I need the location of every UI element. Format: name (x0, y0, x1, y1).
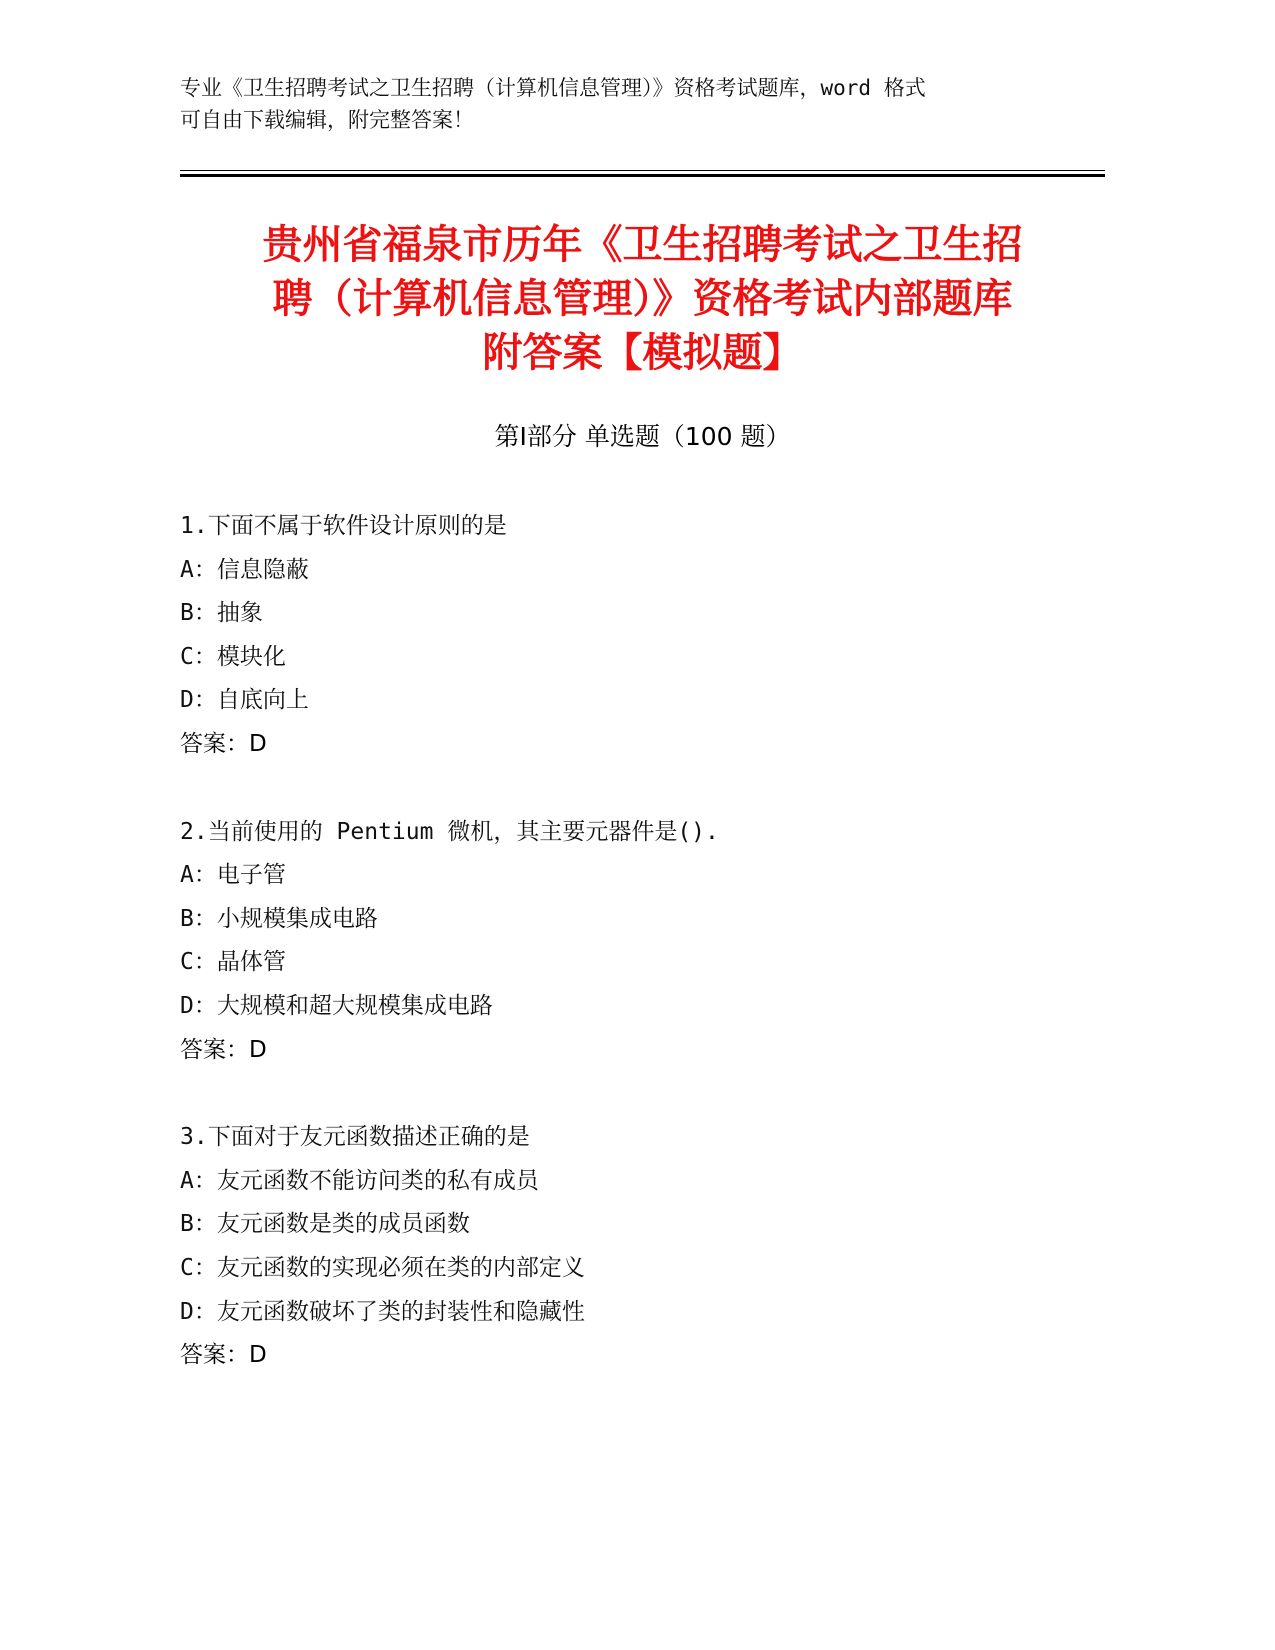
question-3 (180, 1116, 1105, 1378)
question-stem: 1.下面不属于软件设计原则的是 (180, 513, 507, 539)
option-d: D：大规模和超大规模集成电路 (180, 992, 493, 1019)
answer: 答案：D (180, 1036, 267, 1063)
question-2 (180, 811, 1105, 1073)
option-b: B：小规模集成电路 (180, 905, 378, 932)
question-1 (180, 505, 1105, 767)
document-title-line-2: 聘（计算机信息管理）》资格考试内部题库 (272, 276, 1013, 322)
question-stem: 3.下面对于友元函数描述正确的是 (180, 1124, 530, 1151)
question-list (180, 505, 1105, 1422)
header-divider-thick (180, 174, 1105, 177)
header-note-line-1: 专业《卫生招聘考试之卫生招聘（计算机信息管理）》资格考试题库，word 格式 (180, 76, 926, 100)
header-divider-thin (180, 170, 1105, 171)
option-b: B：抽象 (180, 600, 263, 627)
document-title (180, 218, 1105, 380)
option-d: D：自底向上 (180, 687, 309, 714)
option-a: A：信息隐蔽 (180, 556, 309, 583)
option-a: A：电子管 (180, 862, 286, 889)
option-d: D：友元函数破坏了类的封装性和隐藏性 (180, 1298, 585, 1325)
option-c: C：模块化 (180, 643, 286, 670)
answer: 答案：D (180, 730, 267, 757)
answer: 答案：D (180, 1342, 267, 1369)
question-stem: 2.当前使用的 Pentium 微机，其主要元器件是(). (180, 818, 719, 845)
option-c: C：友元函数的实现必须在类的内部定义 (180, 1254, 585, 1281)
option-b: B：友元函数是类的成员函数 (180, 1211, 470, 1238)
option-a: A：友元函数不能访问类的私有成员 (180, 1167, 539, 1194)
document-title-line-3: 附答案【模拟题】 (482, 330, 803, 376)
document-title-line-1: 贵州省福泉市历年《卫生招聘考试之卫生招 (262, 222, 1023, 268)
section-title: 第Ⅰ部分 单选题（100 题） (494, 422, 791, 451)
header-note (180, 72, 1040, 136)
header-note-line-2: 可自由下载编辑，附完整答案！ (180, 108, 474, 132)
option-c: C：晶体管 (180, 949, 286, 976)
